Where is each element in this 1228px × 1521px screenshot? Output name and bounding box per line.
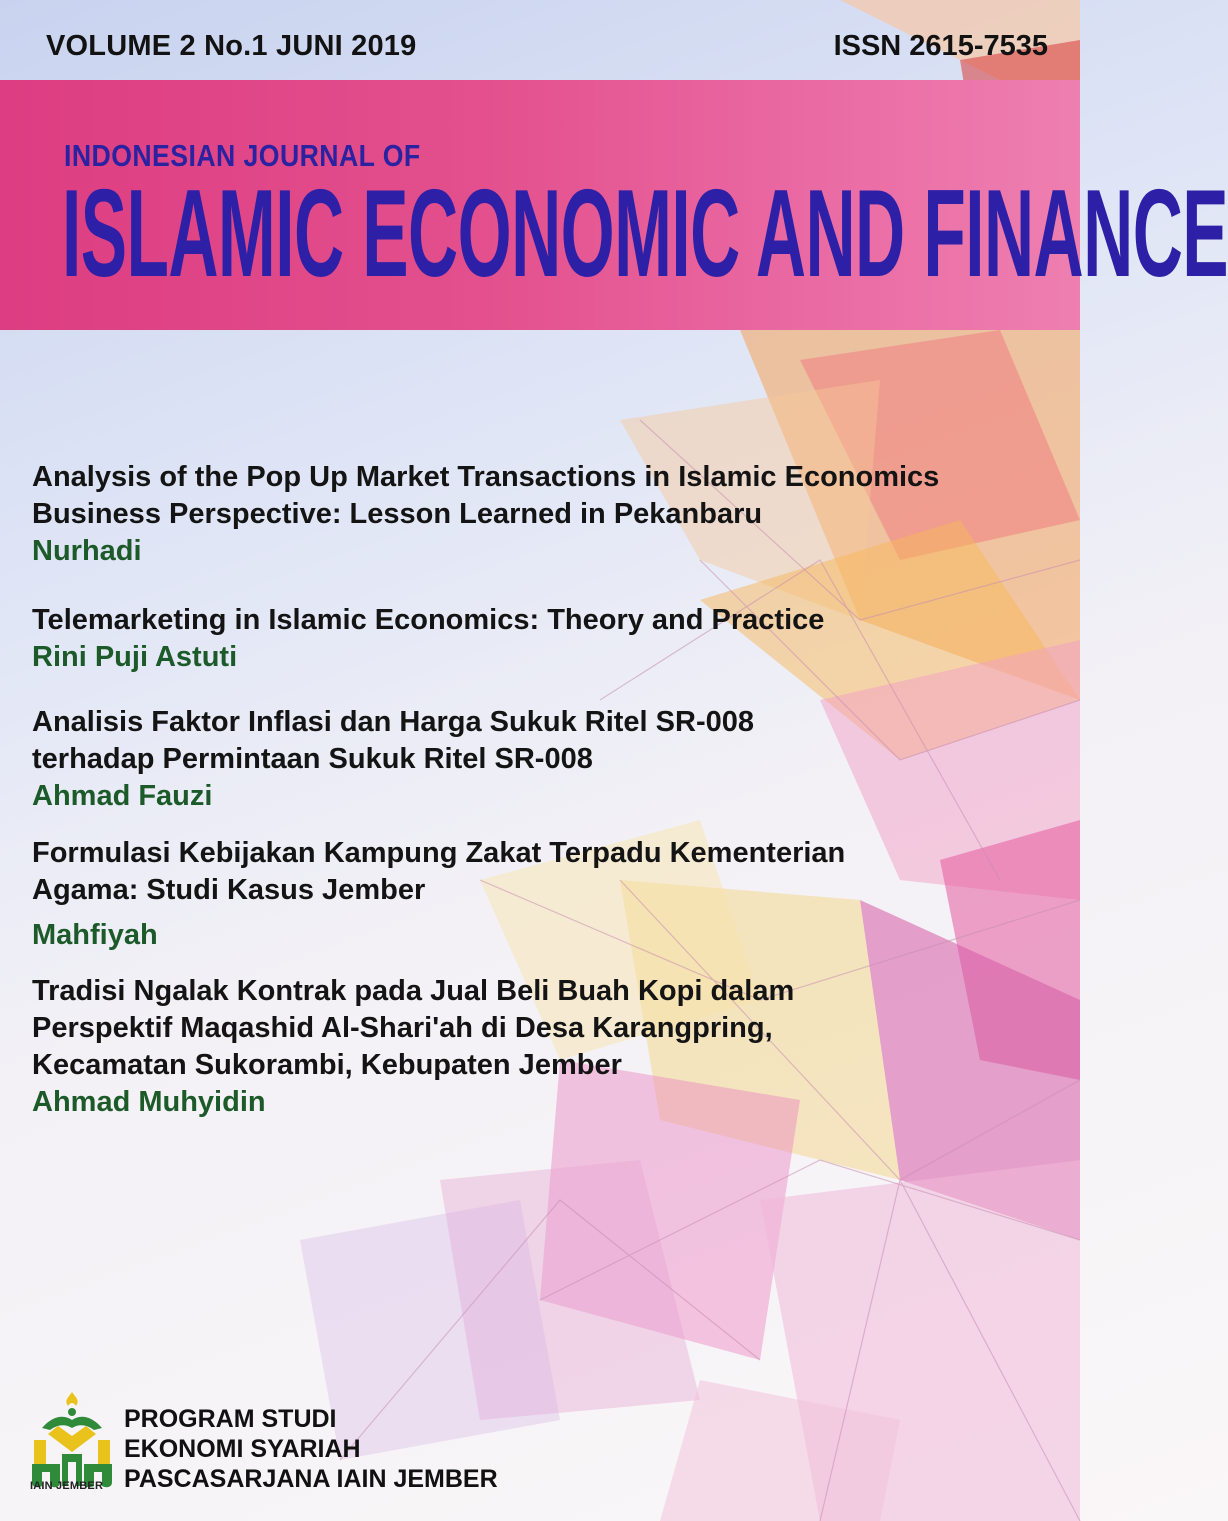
- article-author: Ahmad Fauzi: [32, 780, 213, 812]
- article-author: Ahmad Muhyidin: [32, 1086, 266, 1118]
- article-title-line: Analisis Faktor Inflasi dan Harga Sukuk Ritel SR-008: [32, 706, 754, 738]
- article-title-line: Business Perspective: Lesson Learned in Pekanbaru: [32, 498, 763, 530]
- journal-title-prefix: INDONESIAN JOURNAL OF: [64, 138, 421, 173]
- article-3: [32, 704, 1062, 815]
- iain-jember-logo: [28, 1390, 116, 1510]
- article-author: Rini Puji Astuti: [32, 641, 238, 673]
- publisher-line: EKONOMI SYARIAH: [124, 1435, 361, 1463]
- article-author: Nurhadi: [32, 535, 142, 567]
- article-title-line: Telemarketing in Islamic Economics: Theory and Practice: [32, 604, 825, 636]
- article-author: Mahfiyah: [32, 919, 158, 951]
- article-title-line: Perspektif Maqashid Al-Shari'ah di Desa Karangpring,: [32, 1012, 773, 1044]
- article-4: [32, 835, 1062, 954]
- article-title-line: Kecamatan Sukorambi, Kebupaten Jember: [32, 1049, 622, 1081]
- article-1: [32, 459, 1062, 570]
- article-title-line: Tradisi Ngalak Kontrak pada Jual Beli Buah Kopi dalam: [32, 975, 795, 1007]
- logo-caption: IAIN JEMBER: [30, 1480, 104, 1492]
- publisher-line: PROGRAM STUDI: [124, 1405, 337, 1433]
- issn-number: ISSN 2615-7535: [833, 30, 1048, 62]
- article-5: [32, 973, 1062, 1121]
- article-2: [32, 602, 1062, 676]
- article-title-line: Analysis of the Pop Up Market Transactions in Islamic Economics: [32, 461, 940, 493]
- article-title-line: Formulasi Kebijakan Kampung Zakat Terpadu Kementerian: [32, 837, 846, 869]
- article-title-line: Agama: Studi Kasus Jember: [32, 874, 426, 906]
- publisher-line: PASCASARJANA IAIN JEMBER: [124, 1465, 498, 1493]
- publisher-block: [124, 1404, 498, 1494]
- article-title-line: terhadap Permintaan Sukuk Ritel SR-008: [32, 743, 593, 775]
- volume-info: VOLUME 2 No.1 JUNI 2019: [46, 30, 417, 62]
- journal-title: ISLAMIC ECONOMIC AND FINANCE: [62, 165, 1228, 303]
